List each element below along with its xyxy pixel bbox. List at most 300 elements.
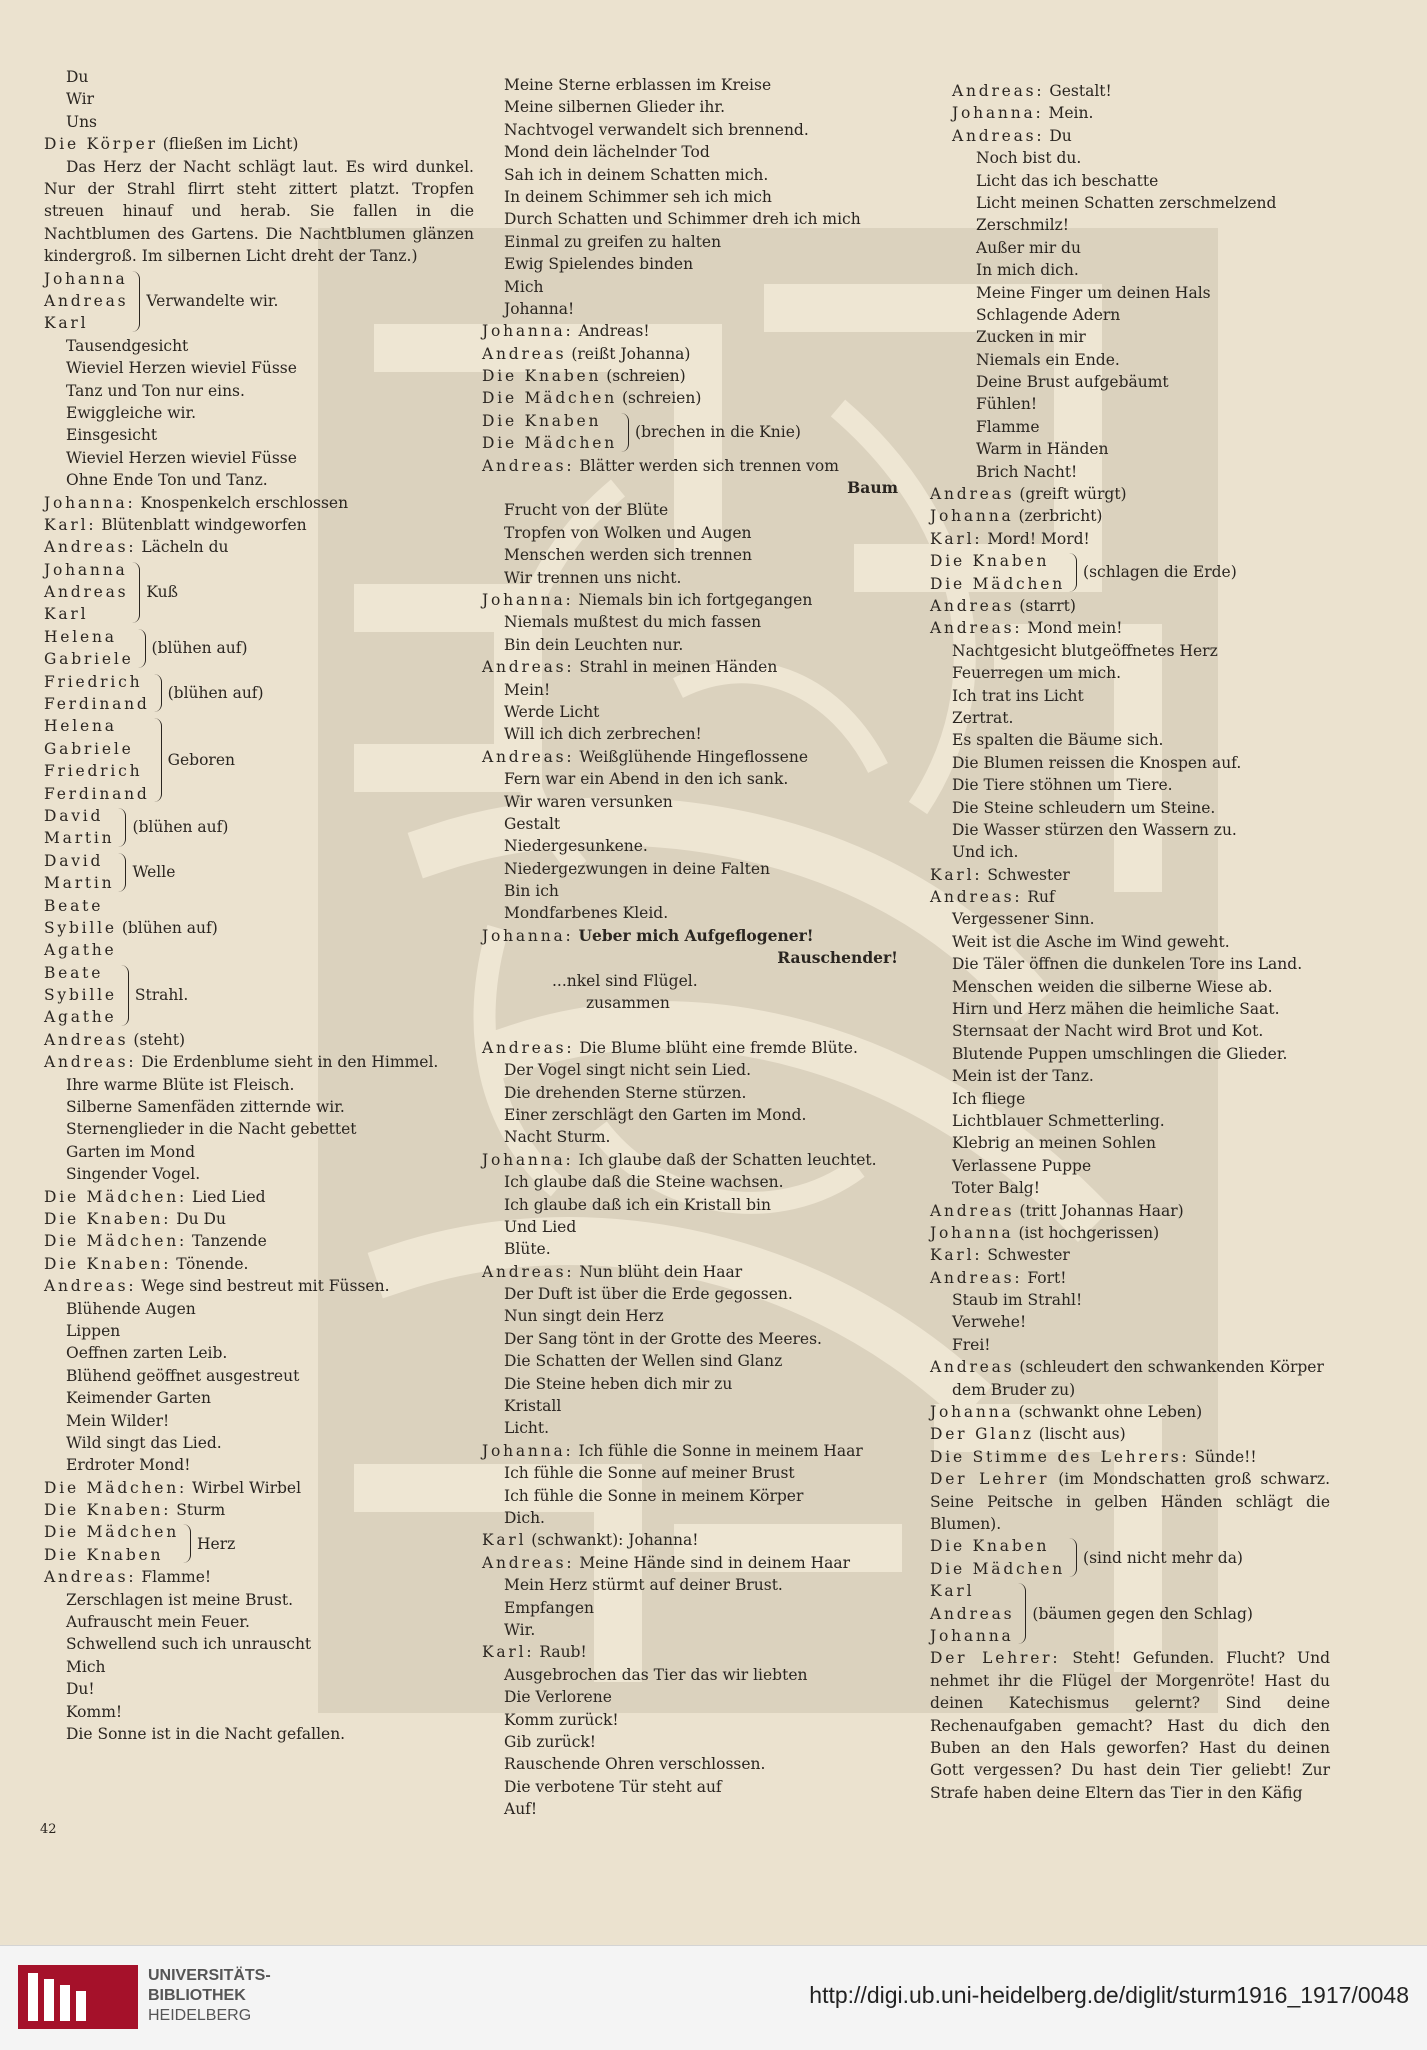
text-line: Johanna!: [504, 299, 575, 318]
dialogue-line: [44, 492, 474, 514]
speaker-name: Johanna: [44, 269, 128, 288]
group-text: (schlagen die Erde): [1083, 563, 1237, 582]
text-line: Will ich dich zerbrechen!: [504, 725, 702, 744]
dialogue-line: [44, 1051, 474, 1073]
line-text: Andreas!: [578, 322, 650, 341]
speaker-name: Die Mädchen:: [44, 1187, 188, 1206]
speaker-name: Die Mädchen: [482, 434, 618, 453]
text-line: Menschen weiden die silberne Wiese ab.: [952, 977, 1273, 996]
dialogue-line: [930, 617, 1370, 639]
line-text: (fließen im Licht): [162, 135, 299, 154]
speaker-name: Johanna:: [482, 1441, 574, 1460]
text-line: Die Verlorene: [504, 1688, 612, 1707]
line-text: (tritt Johannas Haar): [1019, 1201, 1184, 1220]
speaker-name: Friedrich: [44, 672, 143, 691]
speaker-name: Der Lehrer:: [930, 1649, 1061, 1668]
speaker-name: Andreas: [44, 1030, 129, 1049]
text-line: Uns: [66, 112, 97, 131]
speaker-name: Der Glanz: [930, 1425, 1034, 1444]
text-line: Fühlen!: [976, 395, 1038, 414]
text-line: Ich trat ins Licht: [952, 686, 1084, 705]
line-text: Ueber mich Aufgeflogener!: [578, 925, 814, 945]
speaker-name: Friedrich: [44, 762, 143, 781]
brace: [183, 1524, 191, 1563]
text-line: Blühend geöffnet ausgestreut: [66, 1366, 300, 1385]
text-line: Mich: [504, 277, 544, 296]
dialogue-line: [482, 1261, 912, 1283]
line-text: Blätter werden sich trennen vom: [579, 456, 839, 475]
group-text: Strahl.: [134, 986, 189, 1005]
text-line: Toter Balg!: [952, 1179, 1040, 1198]
text-line: Zertrat.: [952, 708, 1014, 727]
text-line: Mondfarbenes Kleid.: [504, 904, 669, 923]
text-line: Sternsaat der Nacht wird Brot und Kot.: [952, 1022, 1264, 1041]
line-text: (ist hochgerissen): [1018, 1223, 1160, 1242]
line-text: Mord! Mord!: [987, 529, 1090, 548]
text-line: Zerschmilz!: [976, 216, 1069, 235]
dialogue-line: [930, 528, 1370, 550]
dialogue-line: [482, 1641, 912, 1663]
dialogue-line: [482, 1552, 912, 1574]
stage-line: [482, 343, 912, 365]
text-line: Die Schatten der Wellen sind Glanz: [504, 1352, 783, 1371]
speaker-name: Johanna: [930, 1403, 1014, 1422]
speaker-name: Andreas: [930, 1604, 1015, 1623]
text-line: Wieviel Herzen wieviel Füsse: [66, 448, 297, 467]
line-text: Nun blüht dein Haar: [579, 1262, 743, 1281]
speaker-name: Johanna:: [482, 322, 574, 341]
speaker-name: Johanna: [930, 1223, 1014, 1242]
speaker-name: Johanna: [44, 560, 128, 579]
line-text: Raub!: [539, 1643, 587, 1662]
text-line: Mein Wilder!: [66, 1411, 170, 1430]
line-text: Du: [1049, 126, 1072, 145]
stage-line: [930, 1401, 1370, 1423]
speaker-name: Andreas:: [482, 747, 575, 766]
text-line: Der Duft ist über die Erde gegossen.: [504, 1285, 793, 1304]
stage-line: [930, 1200, 1370, 1222]
text-line: Oeffnen zarten Leib.: [66, 1344, 228, 1363]
line-text: Strahl in meinen Händen: [579, 658, 778, 677]
text-line: Mich: [66, 1657, 106, 1676]
speaker-name: Johanna:: [44, 493, 136, 512]
speaker-group: [930, 550, 1370, 595]
text-line: Blühende Augen: [66, 1299, 196, 1318]
text-line: Die Steine heben dich mir zu: [504, 1374, 733, 1393]
text-line: Zerschlagen ist meine Brust.: [66, 1590, 294, 1609]
line-text: Mond mein!: [1027, 619, 1123, 638]
dialogue-line: [930, 102, 1370, 124]
dialogue-line: [930, 125, 1370, 147]
text-line: In deinem Schimmer seh ich mich: [504, 187, 772, 206]
text-line: Menschen werden sich trennen: [504, 546, 753, 565]
text-line: Silberne Samenfäden zitternde wir.: [66, 1098, 345, 1117]
line-text: Du Du: [176, 1210, 226, 1228]
text-line: Einmal zu greifen zu halten: [504, 232, 722, 251]
speaker-name: Die Knaben: [44, 1545, 164, 1564]
line-text: (schreien): [621, 389, 702, 408]
speaker-name: Die Mädchen: [482, 389, 618, 408]
speaker-name: Andreas:: [482, 1553, 575, 1572]
speaker-name: Die Knaben: [482, 367, 602, 386]
text-line: Schlagende Adern: [976, 305, 1121, 324]
text-line: Wieviel Herzen wieviel Füsse: [66, 359, 297, 378]
speaker-name: Andreas:: [44, 1053, 137, 1072]
text-line: dem Bruder zu): [952, 1380, 1076, 1399]
text-line: Licht das ich beschatte: [976, 171, 1159, 190]
text-line: Rauschende Ohren verschlossen.: [504, 1755, 766, 1774]
text-line: Die Wasser stürzen den Wassern zu.: [952, 820, 1237, 839]
dialogue-line: [44, 1186, 474, 1208]
library-footer: [0, 1945, 1427, 2050]
text-line: Lichtblauer Schmetterling.: [952, 1111, 1165, 1130]
brace: [118, 808, 126, 847]
text-line: Es spalten die Bäume sich.: [952, 731, 1164, 750]
dialogue-line: [482, 320, 912, 342]
library-line: BIBLIOTHEK: [148, 1987, 246, 2004]
speaker-name: Karl:: [482, 1643, 535, 1662]
speaker-name: Andreas: [930, 596, 1015, 615]
speaker-group: [44, 671, 474, 716]
dialogue-line: [930, 864, 1370, 886]
text-line: Die Steine schleudern um Steine.: [952, 798, 1216, 817]
speaker-name: Karl: [930, 1582, 975, 1601]
dialogue-line: [482, 656, 912, 678]
stage-direction-paragraph: Das Herz der Nacht schlägt laut. Es wird dunkel. Nur der Strahl flirrt steht zittert platzt. Tropfen streuen hinauf und herab. Sie fallen in die Nachtblumen des Gartens. Die Nachtblumen glänzen kindergroß. Im silbernen Licht dreht der Tanz.): [44, 157, 474, 266]
speaker-name: Andreas: [930, 485, 1015, 504]
line-text: Ruf: [1027, 888, 1055, 907]
text-line: Blüte.: [504, 1240, 551, 1259]
text-line: Ihre warme Blüte ist Fleisch.: [66, 1075, 295, 1094]
text-line: zusammen: [586, 994, 670, 1013]
speaker-name: Andreas: [930, 1358, 1015, 1377]
speaker-name: Die Mädchen:: [44, 1478, 188, 1497]
speaker-group: [44, 850, 474, 895]
text-line: Komm zurück!: [504, 1710, 619, 1729]
line-text: (schreien): [606, 367, 686, 386]
permalink-url[interactable]: http://digi.ub.uni-heidelberg.de/diglit/sturm1916_1917/0048: [809, 1982, 1409, 2008]
text-line: Ich glaube daß ich ein Kristall bin: [504, 1195, 771, 1214]
speaker-name: Die Mädchen: [44, 1523, 180, 1542]
line-text: Ich glaube daß der Schatten leuchtet.: [578, 1150, 877, 1169]
brace: [138, 629, 146, 668]
page-number: 42: [40, 1822, 57, 1837]
group-text: (brechen in die Knie): [635, 423, 801, 442]
speaker-name: Die Knaben: [482, 411, 602, 430]
speaker-name: Martin: [44, 874, 115, 893]
text-line: Ich fliege: [952, 1089, 1026, 1108]
dialogue-line: [44, 1208, 474, 1230]
text-line: Baum: [847, 478, 898, 498]
text-line: Ich glaube daß die Steine wachsen.: [504, 1173, 784, 1192]
stage-line: [930, 1356, 1370, 1378]
text-line: Hirn und Herz mähen die heimliche Saat.: [952, 1000, 1280, 1019]
speaker-name: Karl: [44, 314, 89, 333]
text-line: Ich fühle die Sonne auf meiner Brust: [504, 1464, 795, 1483]
stage-line: [44, 917, 474, 939]
stage-line: [930, 1423, 1370, 1445]
group-text: Geboren: [167, 750, 235, 769]
brace: [154, 674, 162, 713]
line-text: Gestalt!: [1049, 82, 1112, 100]
line-text: (schleudert den schwankenden Körper: [1019, 1358, 1324, 1377]
line-text: Schwester: [987, 1246, 1070, 1265]
group-text: (blühen auf): [151, 639, 248, 658]
speaker-group: [44, 805, 474, 850]
text-line: Bin dein Leuchten nur.: [504, 635, 684, 654]
speaker-name: Karl: [44, 605, 89, 624]
speaker-group: [930, 1580, 1370, 1647]
speaker-name: Die Mädchen:: [44, 1232, 188, 1251]
speaker-group: [44, 715, 474, 805]
text-line: Die Sonne ist in die Nacht gefallen.: [66, 1724, 346, 1743]
dialogue-line: [44, 536, 474, 558]
speaker-name: Beate: [44, 896, 104, 915]
text-line: Tausendgesicht: [66, 336, 189, 355]
speaker-name: Karl:: [930, 865, 983, 884]
dialogue-line: [482, 925, 912, 947]
brace: [121, 965, 129, 1026]
library-name: [148, 1966, 271, 2026]
line-text: Sünde!!: [1194, 1447, 1257, 1466]
text-line: Empfangen: [504, 1598, 594, 1617]
brace: [154, 718, 162, 802]
text-line: Außer mir du: [976, 238, 1081, 257]
text-line: Kristall: [504, 1397, 562, 1416]
text-line: Die verbotene Tür steht auf: [504, 1777, 722, 1796]
speaker-name: Johanna:: [482, 926, 574, 945]
speaker-name: Die Knaben: [930, 1537, 1050, 1556]
text-line: Verlassene Puppe: [952, 1156, 1092, 1175]
text-line: Lippen: [66, 1321, 121, 1340]
speaker-name: Agathe: [44, 941, 117, 960]
dialogue-line: [482, 1440, 912, 1462]
dialogue-line: [44, 514, 474, 536]
speaker-group: [44, 559, 474, 626]
line-text: (greift würgt): [1019, 485, 1127, 504]
text-line: Der Vogel singt nicht sein Lied.: [504, 1061, 752, 1080]
speaker-name: Johanna:: [482, 590, 574, 609]
text-line: Warm in Händen: [976, 440, 1109, 459]
line-text: Ich fühle die Sonne in meinem Haar: [578, 1441, 863, 1460]
stage-line: [930, 1222, 1370, 1244]
text-line: Fern war ein Abend in den ich sank.: [504, 770, 789, 789]
text-line: Wir.: [504, 1620, 536, 1639]
text-line: Tropfen von Wolken und Augen: [504, 523, 752, 542]
text-line: Die Täler öffnen die dunkelen Tore ins Land.: [952, 955, 1303, 974]
text-line: Und Lied: [504, 1217, 577, 1236]
speaker-name: Andreas:: [482, 1262, 575, 1281]
speaker-name: Andreas:: [952, 82, 1045, 100]
text-line: Bin ich: [504, 882, 559, 901]
text-line: Einsgesicht: [66, 426, 158, 445]
speaker-name: Andreas:: [930, 1268, 1023, 1287]
line-text: (im Mondschatten groß schwarz. Seine Peitsche in gelben Händen schlägt die Blumen).: [930, 1470, 1330, 1534]
text-line: Rauschender!: [777, 948, 898, 968]
speaker-name: Helena: [44, 717, 117, 736]
text-line: Meine Finger um deinen Hals: [976, 283, 1211, 302]
line-text: (reißt Johanna): [571, 344, 691, 363]
text-line: Licht meinen Schatten zerschmelzend: [976, 193, 1277, 212]
speaker-name: Gabriele: [44, 650, 134, 669]
dialogue-line: [482, 1529, 912, 1551]
text-line: Mein ist der Tanz.: [952, 1067, 1094, 1086]
text-line: Verwehe!: [952, 1313, 1027, 1332]
speaker-name: Johanna: [930, 1627, 1014, 1645]
text-line: Singender Vogel.: [66, 1165, 201, 1184]
dialogue-line: [482, 455, 912, 477]
text-line: Die drehenden Sterne stürzen.: [504, 1083, 747, 1102]
speaker-name: Andreas:: [952, 126, 1045, 145]
dialogue-line: [482, 589, 912, 611]
text-line: Meine silbernen Glieder ihr.: [504, 98, 725, 117]
text-line: Sah ich in deinem Schatten mich.: [504, 165, 769, 184]
line-text: Blütenblatt windgeworfen: [101, 515, 307, 534]
text-line: Garten im Mond: [66, 1142, 196, 1161]
speaker-name: Die Knaben:: [44, 1501, 172, 1520]
speaker-name: Beate: [44, 963, 104, 982]
university-library-logo: [18, 1965, 138, 2029]
line-text: (zerbricht): [1018, 507, 1103, 526]
line-text: (blühen auf): [121, 918, 218, 937]
text-line: Niemals ein Ende.: [976, 350, 1120, 369]
speaker-name: Ferdinand: [44, 784, 150, 803]
speaker-name: Sybille: [44, 918, 117, 937]
dialogue-line: [930, 1267, 1370, 1289]
group-text: (sind nicht mehr da): [1083, 1548, 1243, 1567]
line-text: Steht! Gefunden. Flucht? Und nehmet ihr die Flügel der Morgenröte! Hast du deinen Katechismus gelernt? Sind deine Rechenaufgaben gemacht? Hast du dich den Buben an den Hals geworfen? Hast du deinen Gott vergessen? Du hast dein Tier geliebt! Zur Strafe haben deine Eltern das Tier in den Käfig: [930, 1649, 1330, 1802]
line-text: Wege sind bestreut mit Füssen.: [141, 1277, 390, 1296]
text-line: Staub im Strahl!: [952, 1291, 1083, 1310]
text-line: Tanz und Ton nur eins.: [66, 381, 245, 400]
text-line: Niedergezwungen in deine Falten: [504, 859, 770, 878]
dialogue-paragraph: [930, 1647, 1330, 1804]
text-line: ...nkel sind Flügel.: [552, 971, 698, 990]
speaker-name: Der Lehrer: [930, 1470, 1050, 1489]
speaker-name: Ferdinand: [44, 695, 150, 714]
text-line: Frucht von der Blüte: [504, 501, 669, 520]
column-right: [930, 80, 1370, 1804]
speaker-name: Andreas: [482, 344, 567, 363]
speaker-name: Gabriele: [44, 739, 134, 758]
library-line: HEIDELBERG: [148, 2007, 252, 2024]
text-line: Ich fühle die Sonne in meinem Körper: [504, 1486, 804, 1505]
dialogue-line: [44, 1499, 474, 1521]
dialogue-line: [44, 1275, 474, 1297]
text-line: Niemals mußtest du mich fassen: [504, 613, 762, 632]
text-line: Ausgebrochen das Tier das wir liebten: [504, 1665, 808, 1684]
text-line: Flamme: [976, 417, 1040, 436]
line-text: (steht): [133, 1030, 186, 1049]
speaker-name: David: [44, 851, 104, 870]
stage-line: [482, 365, 912, 387]
speaker-name: Andreas: [930, 1201, 1015, 1220]
brace: [1069, 1538, 1077, 1577]
stage-direction-paragraph: [930, 1468, 1330, 1535]
text-line: Feuerregen um mich.: [952, 664, 1122, 683]
group-text: Kuß: [146, 583, 178, 602]
stage-line: [930, 595, 1370, 617]
dialogue-line: [482, 1037, 912, 1059]
text-line: Die Tiere stöhnen um Tiere.: [952, 776, 1173, 795]
speaker-group: [44, 1521, 474, 1566]
speaker-name: Die Mädchen: [930, 574, 1066, 593]
speaker-name: Die Knaben: [930, 552, 1050, 571]
brace: [118, 853, 126, 892]
dialogue-line: [44, 1477, 474, 1499]
line-text: (schwankt): Johanna!: [531, 1531, 699, 1550]
line-text: Die Blume blüht eine fremde Blüte.: [579, 1038, 858, 1057]
line-text: Wirbel Wirbel: [191, 1478, 302, 1497]
speaker-name: Die Mädchen: [930, 1559, 1066, 1578]
text-line: Ohne Ende Ton und Tanz.: [66, 471, 268, 490]
line-text: Mein.: [1048, 104, 1094, 123]
dialogue-line: [930, 80, 1370, 102]
speaker-group: [44, 268, 474, 335]
line-text: Sturm: [176, 1501, 226, 1520]
group-text: Verwandelte wir.: [146, 291, 279, 310]
speaker-name: Karl:: [930, 1246, 983, 1265]
dialogue-line: [930, 886, 1370, 908]
line-text: Weißglühende Hingeflossene: [579, 747, 808, 766]
speaker-name: Johanna: [930, 507, 1014, 526]
line-text: (starrt): [1019, 596, 1076, 615]
brace: [621, 413, 629, 452]
speaker-name: Andreas:: [44, 538, 137, 557]
line-text: Tönende.: [176, 1254, 249, 1273]
brace: [1069, 553, 1077, 592]
line-text: Flamme!: [141, 1568, 212, 1587]
group-text: (blühen auf): [167, 683, 264, 702]
text-line: Wild singt das Lied.: [66, 1433, 222, 1452]
text-line: Aufrauscht mein Feuer.: [66, 1613, 250, 1632]
stage-line: [44, 133, 474, 155]
dialogue-line: [482, 746, 912, 768]
text-line: In mich dich.: [976, 261, 1079, 280]
text-line: Keimender Garten: [66, 1389, 211, 1408]
text-line: Der Sang tönt in der Grotte des Meeres.: [504, 1329, 822, 1348]
text-line: Nachtvogel verwandelt sich brennend.: [504, 120, 809, 139]
text-line: Deine Brust aufgebäumt: [976, 373, 1169, 392]
speaker-name: Andreas:: [44, 1277, 137, 1296]
speaker-name: Helena: [44, 627, 117, 646]
speaker-name: Andreas:: [930, 888, 1023, 907]
brace: [132, 271, 140, 332]
stage-line: [44, 1029, 474, 1051]
speaker-group: [482, 410, 912, 455]
text-line: Die Blumen reissen die Knospen auf.: [952, 753, 1242, 772]
stage-line: [930, 505, 1370, 527]
text-line: Weit ist die Asche im Wind geweht.: [952, 932, 1230, 951]
text-line: Werde Licht: [504, 702, 600, 721]
text-line: Zucken in mir: [976, 328, 1086, 347]
text-line: Erdroter Mond!: [66, 1456, 191, 1475]
text-line: Mein!: [504, 680, 551, 699]
text-line: Gib zurück!: [504, 1732, 597, 1751]
speaker-name: Johanna:: [482, 1150, 574, 1169]
text-line: Mond dein lächelnder Tod: [504, 143, 710, 162]
library-line: UNIVERSITÄTS-: [148, 1967, 271, 1984]
speaker-name: Johanna:: [952, 104, 1044, 123]
text-line: Nachtgesicht blutgeöffnetes Herz: [952, 641, 1218, 660]
speaker-name: Karl:: [930, 529, 983, 548]
text-line: Schwellend such ich unrauscht: [66, 1635, 312, 1654]
line-text: Niemals bin ich fortgegangen: [578, 590, 813, 609]
dialogue-line: [930, 1244, 1370, 1266]
speaker-group: [44, 962, 474, 1029]
speaker-name: Karl: [482, 1531, 527, 1550]
text-line: Nun singt dein Herz: [504, 1307, 664, 1326]
